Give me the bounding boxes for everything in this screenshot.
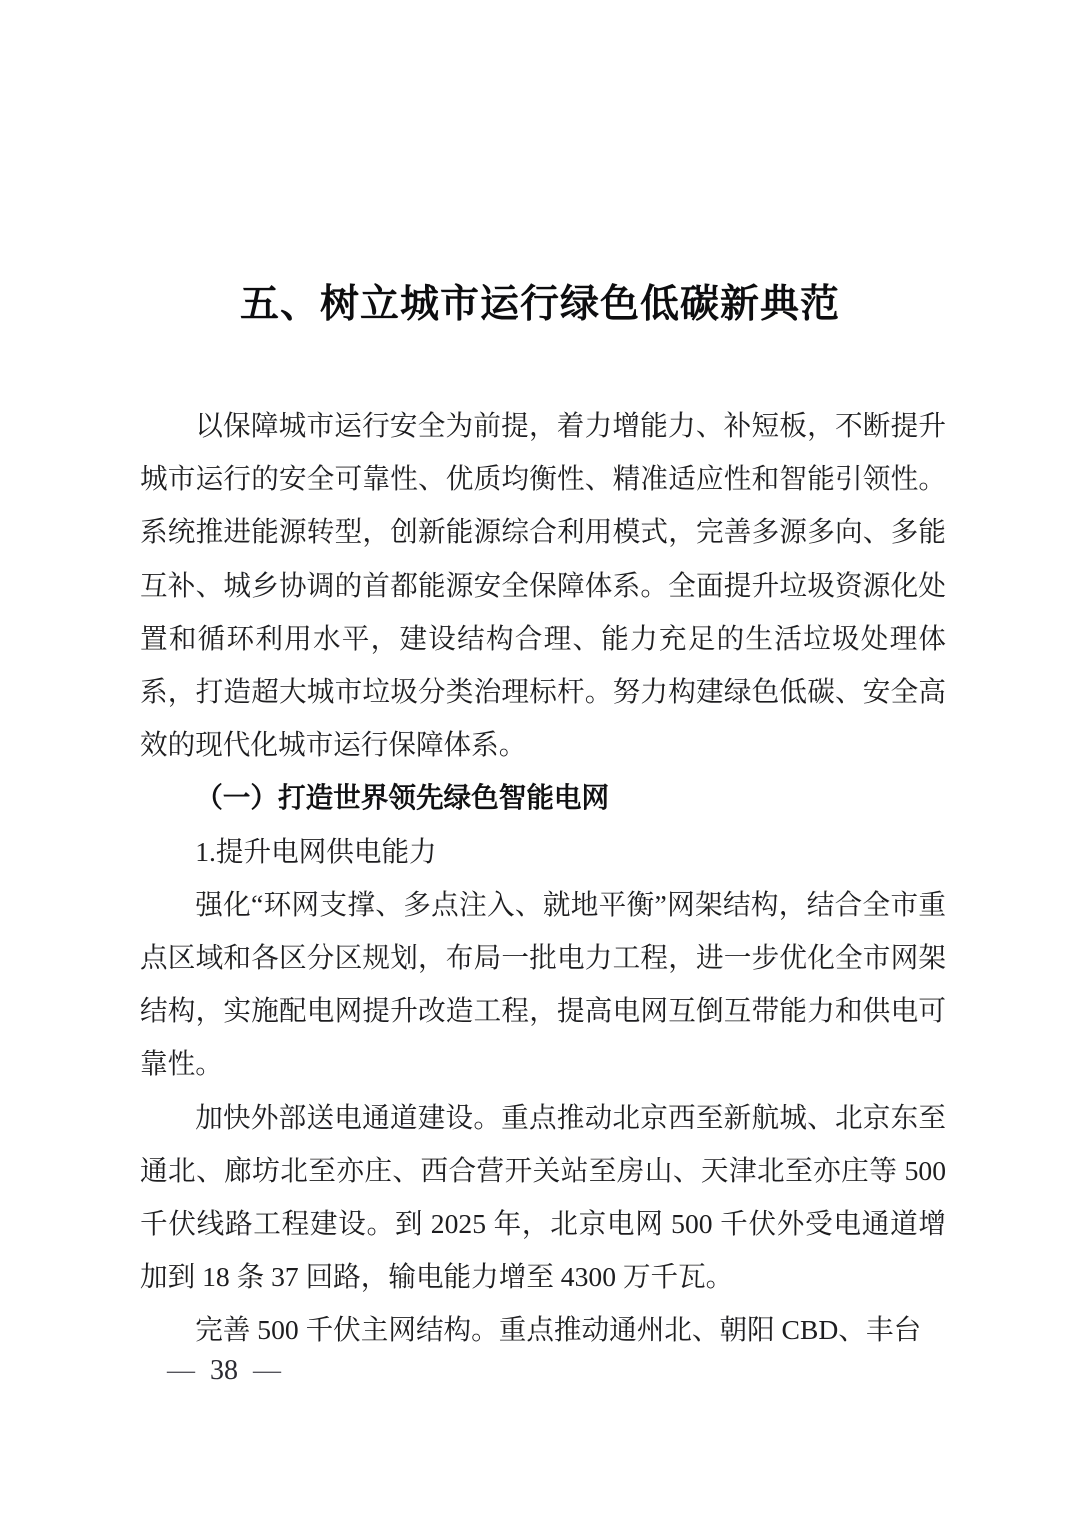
footer-right-dash: — [253,1355,281,1386]
document-body [140,399,946,1357]
document-title: 五、树立城市运行绿色低碳新典范 [239,283,840,326]
paragraph: 完善 500 千伏主网结构。重点推动通州北、朝阳 CBD、丰台 [195,1314,922,1346]
footer-left-dash: — [167,1355,195,1386]
subheading-bold: （一）打造世界领先绿色智能电网 [195,782,610,814]
numbered-heading: 1.提升电网供电能力 [195,835,437,867]
paragraph: 加快外部送电通道建设。重点推动北京西至新航城、北京东至通北、廊坊北至亦庄、西合营开关站至房山、天津北至亦庄等 500 千伏线路工程建设。到 2025 年，北京电网 500 千伏外受电通道增加到 18 条 37 回路，输电能力增至 4300 万千瓦。 [140,1101,946,1293]
page-number: 38 [210,1355,238,1386]
page-footer [167,1353,281,1389]
paragraph: 以保障城市运行安全为前提，着力增能力、补短板，不断提升城市运行的安全可靠性、优质均衡性、精准适应性和智能引领性。系统推进能源转型，创新能源综合利用模式，完善多源多向、多能互补、城乡协调的首都能源安全保障体系。全面提升垃圾资源化处置和循环利用水平，建设结构合理、能力充足的生活垃圾处理体系，打造超大城市垃圾分类治理标杆。努力构建绿色低碳、安全高效的现代化城市运行保障体系。 [140,410,946,761]
paragraph: 强化“环网支撑、多点注入、就地平衡”网架结构，结合全市重点区域和各区分区规划，布局一批电力工程，进一步优化全市网架结构，实施配电网提升改造工程，提高电网互倒互带能力和供电可靠性。 [140,888,946,1080]
